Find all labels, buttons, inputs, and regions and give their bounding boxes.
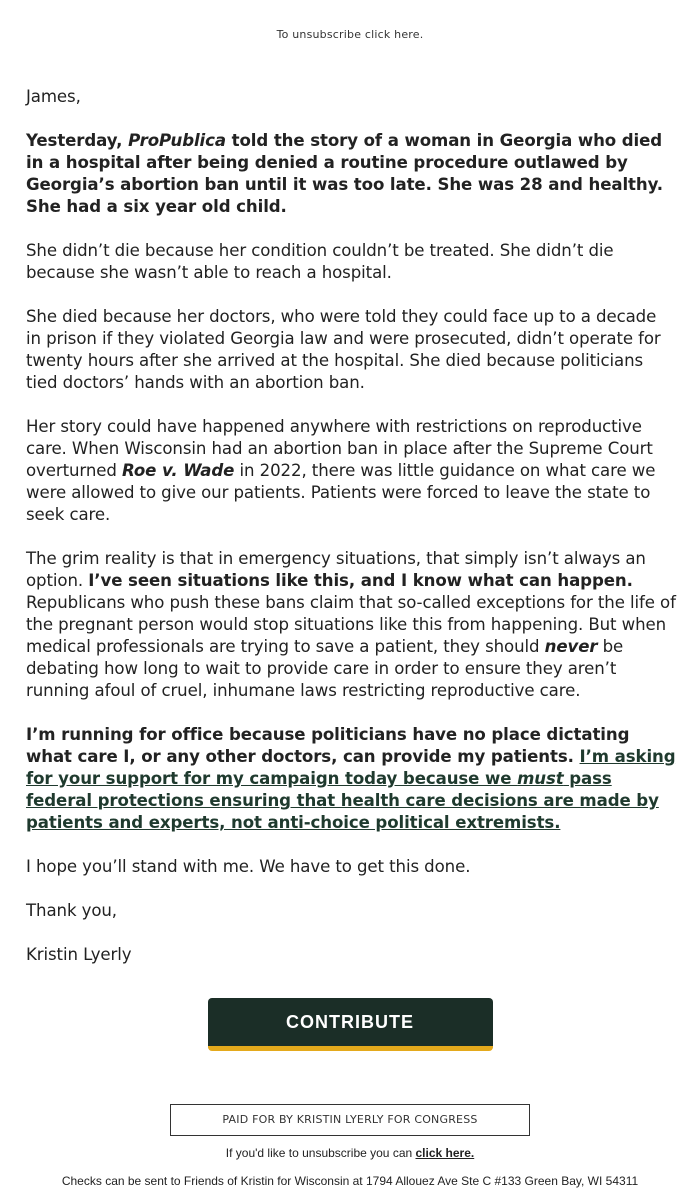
- p6-bold-text: I’m running for office because politicians have no place dictating what care I, or any other doctors, can provide my patients.: [26, 725, 630, 766]
- contribute-button[interactable]: CONTRIBUTE: [208, 998, 493, 1051]
- closing: Thank you,: [26, 901, 117, 920]
- paragraph-2: She didn’t die because her condition couldn’t be treated. She didn’t die because she wasn’t able to reach a hospital.: [26, 241, 614, 282]
- p4-after: in 2022, there was little guidance on what care we were allowed to give our patients. Patients were forced to leave the state to seek care.: [26, 461, 656, 524]
- ask-link-after: pass federal protections ensuring that health care decisions are made by patients and experts, not anti-choice political extremists.: [26, 769, 659, 832]
- letter-body: [26, 86, 676, 988]
- paragraph-6: [26, 724, 676, 834]
- header-unsubscribe-link[interactable]: To unsubscribe click here.: [276, 28, 424, 41]
- header-unsubscribe: [0, 28, 700, 41]
- footer-address: Checks can be sent to Friends of Kristin for Wisconsin at 1794 Allouez Ave Ste C #133 Green Bay, WI 54311: [61, 1174, 639, 1188]
- publication-name: ProPublica: [128, 131, 226, 150]
- cta-wrapper: [0, 998, 700, 1051]
- footer-unsubscribe: [0, 1146, 700, 1160]
- paragraph-3: She died because her doctors, who were told they could face up to a decade in prison if they violated Georgia law and were prosecuted, didn’t operate for twenty hours after she arrived at the hospital. She died because politicians tied doctors’ hands with an abortion ban.: [26, 307, 661, 392]
- ask-link-must: must: [517, 769, 564, 788]
- footer-unsub-prefix: If you'd like to unsubscribe you can: [225, 1146, 416, 1160]
- signature: Kristin Lyerly: [26, 945, 132, 964]
- ask-link-before: I’m asking for your support for my campaign today because we: [26, 747, 676, 788]
- paragraph-1: [26, 130, 676, 218]
- p5-end: be debating how long to wait to provide care in order to ensure they aren’t running afoul of cruel, inhumane laws restricting reproductive care.: [26, 637, 624, 700]
- p5-never: never: [544, 637, 598, 656]
- p5-middle: Republicans who push these bans claim that so-called exceptions for the life of the pregnant person would stop situations like this from happening. But when medical professionals are trying to save a patient, they should: [26, 593, 676, 656]
- paragraph-4: [26, 416, 676, 526]
- p5-start: The grim reality is that in emergency situations, that simply isn’t always an option.: [26, 549, 646, 590]
- p1-rest: told the story of a woman in Georgia who died in a hospital after being denied a routine procedure outlawed by Georgia’s abortion ban until it was too late. She was 28 and healthy. She had a six year old child.: [26, 131, 663, 216]
- footer-unsubscribe-link[interactable]: click here.: [415, 1146, 475, 1160]
- p1-prefix: Yesterday,: [26, 131, 129, 150]
- case-name: Roe v. Wade: [122, 461, 235, 480]
- paragraph-5: [26, 548, 676, 702]
- p4-before: Her story could have happened anywhere with restrictions on reproductive care. When Wisconsin had an abortion ban in place after the Supreme Court overturned: [26, 417, 653, 480]
- paragraph-7: I hope you’ll stand with me. We have to get this done.: [26, 857, 471, 876]
- paid-for-disclaimer: PAID FOR BY KRISTIN LYERLY FOR CONGRESS: [170, 1104, 530, 1136]
- p5-bold: I’ve seen situations like this, and I know what can happen.: [88, 571, 633, 590]
- greeting: James,: [26, 87, 81, 106]
